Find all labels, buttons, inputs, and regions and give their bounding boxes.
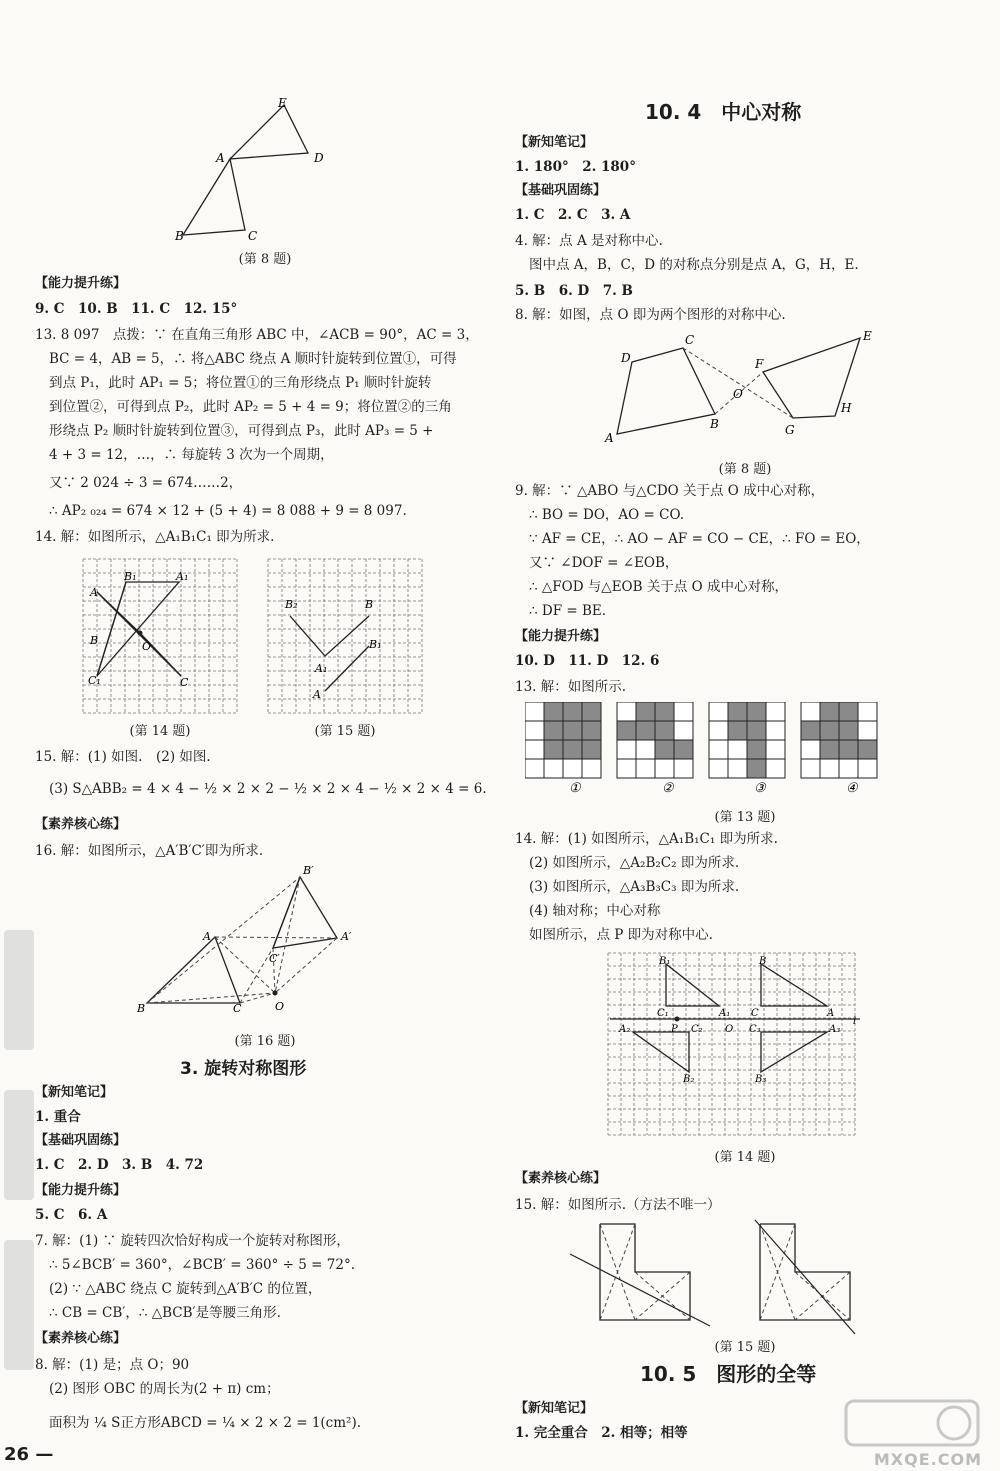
section-ability-r: 【能力提升练】 [515, 629, 607, 644]
svg-text:D: D [621, 351, 631, 365]
watermark-text: MXQE.COM [873, 1450, 982, 1469]
title-congruent: 10. 5 图形的全等 [640, 1362, 817, 1386]
q9-line-5: ∴ △FOD 与△EOB 关于点 O 成中心对称， [529, 579, 788, 595]
q14-line-1: 14. 解：(1) 如图所示，△A₁B₁C₁ 即为所求. [515, 831, 778, 847]
section-core: 【素养核心练】 [35, 817, 127, 832]
ability-answers: 5. C 6. A [35, 1207, 108, 1223]
q8-answer-r: 8. 解：如图，点 O 即为两个图形的对称中心. [515, 307, 786, 323]
q13-line-4: 到位置②，可得到点 P₂，此时 AP₂ = 5 + 4 = 9；将位置②的三角 [49, 399, 452, 415]
svg-text:H: H [841, 401, 852, 415]
svg-text:G: G [785, 423, 795, 437]
caption-q8-left: (第 8 题) [238, 252, 292, 267]
figure-q8-left [165, 92, 365, 242]
title-central-symmetry: 10. 4 中心对称 [645, 100, 802, 124]
caption-q14-right: (第 14 题) [714, 1150, 776, 1165]
caption-q8-right: (第 8 题) [718, 462, 772, 477]
figure-q8-right [595, 326, 895, 446]
svg-text:C₃: C₃ [749, 1024, 761, 1035]
svg-text:C₁: C₁ [88, 674, 101, 687]
svg-text:A: A [216, 151, 225, 165]
section-ability: 【能力提升练】 [35, 276, 127, 291]
svg-text:C: C [248, 229, 258, 242]
svg-text:O: O [275, 1000, 285, 1013]
svg-text:A: A [90, 586, 98, 599]
grid-label-2: ② [662, 781, 674, 796]
figure-q16 [125, 860, 425, 1020]
svg-text:B₁: B₁ [659, 956, 671, 967]
svg-text:l: l [853, 1016, 857, 1027]
svg-text:B₂: B₂ [683, 1074, 695, 1085]
q7-line-2: ∴ 5∠BCB′ = 360°，∠BCB′ = 360° ÷ 5 = 72°. [49, 1257, 355, 1273]
ability-answers-r: 10. D 11. D 12. 6 [515, 653, 660, 669]
q7-line-1: 7. 解：(1) ∵ 旋转四次恰好构成一个旋转对称图形， [35, 1233, 350, 1249]
q15-answer-r: 15. 解：如图所示.（方法不唯一） [515, 1197, 721, 1213]
caption-q14-left: (第 14 题) [129, 724, 191, 739]
svg-text:E: E [863, 329, 872, 343]
q14-line-5: 如图所示，点 P 即为对称中心. [529, 927, 713, 943]
q4-line-2: 图中点 A，B，C，D 的对称点分别是点 A，G，H，E. [529, 257, 859, 273]
q9-line-4: 又∵ ∠DOF = ∠EOB， [529, 555, 679, 571]
new-notes-answer: 1. 重合 [35, 1109, 81, 1125]
svg-text:B: B [710, 417, 719, 431]
figure-q14-grid [80, 556, 240, 714]
q8-line-2: (2) 图形 OBC 的周长为(2 + π) cm； [49, 1381, 280, 1397]
answers-5-7: 5. B 6. D 7. B [515, 283, 633, 299]
svg-text:B: B [759, 956, 767, 967]
basic-answers-r: 1. C 2. C 3. A [515, 207, 631, 223]
figure-q13-grids [525, 702, 925, 798]
q7-line-4: ∴ CB = CB′，∴ △BCB′是等腰三角形. [49, 1305, 281, 1321]
caption-q13: (第 13 题) [714, 810, 776, 825]
svg-text:A: A [203, 930, 211, 943]
svg-text:B: B [137, 1002, 146, 1015]
q13-line-3: 到点 P₁，此时 AP₁ = 5；将位置①的三角形绕点 P₁ 顺时针旋转 [49, 375, 432, 391]
new-notes-answers-r: 1. 180° 2. 180° [515, 159, 636, 175]
svg-text:O: O [725, 1024, 734, 1035]
q13-line-1: 13. 8 097 点拨：∵ 在直角三角形 ABC 中，∠ACB = 90°，AC = 3， [35, 327, 479, 343]
caption-q15-right: (第 15 题) [714, 1340, 776, 1355]
section-core-r: 【素养核心练】 [515, 1171, 607, 1186]
q9-line-3: ∵ AF = CE，∴ AO − AF = CO − CE，∴ FO = EO， [529, 531, 870, 547]
svg-text:A₁: A₁ [315, 662, 328, 675]
new-notes-answers-r2: 1. 完全重合 2. 相等；相等 [515, 1425, 688, 1441]
section-ability-2: 【能力提升练】 [35, 1183, 127, 1198]
svg-text:C: C [180, 676, 189, 689]
q9-line-2: ∴ BO = DO，AO = CO. [529, 507, 685, 523]
q13-line-2: BC = 4，AB = 5，∴ 将△ABC 绕点 A 顺时针旋转到位置①，可得 [49, 351, 457, 367]
decorative-stamp [0, 920, 40, 1390]
svg-text:A₁: A₁ [719, 1008, 731, 1019]
grid-label-3: ③ [754, 781, 766, 796]
q14-answer: 14. 解：如图所示，△A₁B₁C₁ 即为所求. [35, 529, 275, 545]
answers-9-12: 9. C 10. B 11. C 12. 15° [35, 301, 238, 317]
q13-line-7: 又∵ 2 024 ÷ 3 = 674……2， [49, 475, 243, 491]
q13-line-8: ∴ AP₂ ₀₂₄ = 674 × 12 + (5 + 4) = 8 088 + 9 = 8 097. [49, 503, 407, 519]
figure-q14-right-grid [605, 950, 865, 1138]
svg-text:A: A [313, 688, 321, 701]
svg-text:B: B [90, 634, 99, 647]
svg-text:B₂: B₂ [285, 598, 298, 611]
svg-text:B′: B′ [303, 864, 314, 877]
svg-text:E: E [278, 96, 287, 110]
grid-label-4: ④ [846, 781, 858, 796]
svg-text:A: A [605, 431, 614, 445]
svg-text:A₁: A₁ [176, 570, 189, 583]
section-new-notes-r2: 【新知笔记】 [515, 1401, 594, 1416]
q8-line-3: 面积为 ¼ S正方形ABCD = ¼ × 2 × 2 = 1(cm²). [49, 1415, 362, 1431]
q16-answer: 16. 解：如图所示，△A′B′C′即为所求. [35, 843, 264, 859]
page-number: 26 — [4, 1444, 54, 1465]
svg-text:A₂: A₂ [619, 1024, 631, 1035]
svg-text:A′: A′ [341, 930, 352, 943]
svg-text:O: O [142, 640, 152, 653]
q9-line-1: 9. 解：∵ △ABO 与△CDO 关于点 O 成中心对称， [515, 483, 825, 499]
section-core-2: 【素养核心练】 [35, 1331, 127, 1346]
svg-text:B₃: B₃ [755, 1074, 767, 1085]
svg-text:C′: C′ [269, 952, 280, 965]
q15-line-2: (3) S△ABB₂ = 4 × 4 − ½ × 2 × 2 − ½ × 2 × 4 − ½ × 2 × 4 = 6. [49, 781, 487, 797]
svg-text:A: A [827, 1008, 835, 1019]
figure-q15-grid [265, 556, 425, 714]
grid-label-1: ① [569, 781, 581, 796]
svg-text:C₂: C₂ [691, 1024, 703, 1035]
q13-line-6: 4 + 3 = 12，…，∴ 每旋转 3 次为一个周期， [49, 447, 334, 463]
svg-text:A₃: A₃ [829, 1024, 841, 1035]
svg-text:B₁: B₁ [369, 638, 382, 651]
q13-line-5: 形绕点 P₂ 顺时针旋转到位置③，可得到点 P₃，此时 AP₃ = 5 + [49, 423, 434, 439]
svg-text:C: C [751, 1008, 759, 1019]
section-basic: 【基础巩固练】 [35, 1133, 127, 1148]
q7-line-3: (2) ∵ △ABC 绕点 C 旋转到△A′B′C 的位置， [49, 1281, 322, 1297]
caption-q16: (第 16 题) [234, 1034, 296, 1049]
section-new-notes-r: 【新知笔记】 [515, 135, 594, 150]
title-rotation-symmetry: 3. 旋转对称图形 [180, 1059, 307, 1079]
svg-text:C: C [233, 1002, 242, 1015]
svg-text:C₁: C₁ [657, 1008, 669, 1019]
svg-text:B: B [175, 229, 184, 242]
q8-line-1: 8. 解：(1) 是；点 O；90 [35, 1357, 190, 1373]
section-new-notes: 【新知笔记】 [35, 1085, 114, 1100]
svg-text:B₁: B₁ [124, 570, 137, 583]
svg-text:D: D [314, 151, 324, 165]
figure-q15-right [565, 1216, 935, 1336]
section-basic-r: 【基础巩固练】 [515, 183, 607, 198]
q15-line-1: 15. 解：(1) 如图. (2) 如图. [35, 749, 211, 765]
q14-line-2: (2) 如图所示，△A₂B₂C₂ 即为所求. [529, 855, 740, 871]
q9-line-6: ∴ DF = BE. [529, 603, 607, 619]
caption-q15-left: (第 15 题) [314, 724, 376, 739]
q4-line-1: 4. 解：点 A 是对称中心. [515, 233, 663, 249]
svg-text:F: F [755, 357, 764, 371]
basic-answers: 1. C 2. D 3. B 4. 72 [35, 1157, 204, 1173]
svg-text:P: P [671, 1024, 678, 1035]
svg-text:O: O [733, 387, 743, 401]
q14-line-3: (3) 如图所示，△A₃B₃C₃ 即为所求. [529, 879, 740, 895]
svg-text:C: C [685, 333, 695, 347]
svg-text:B: B [365, 598, 374, 611]
q14-line-4: (4) 轴对称；中心对称 [529, 903, 661, 919]
q13-answer-r: 13. 解：如图所示. [515, 679, 627, 695]
